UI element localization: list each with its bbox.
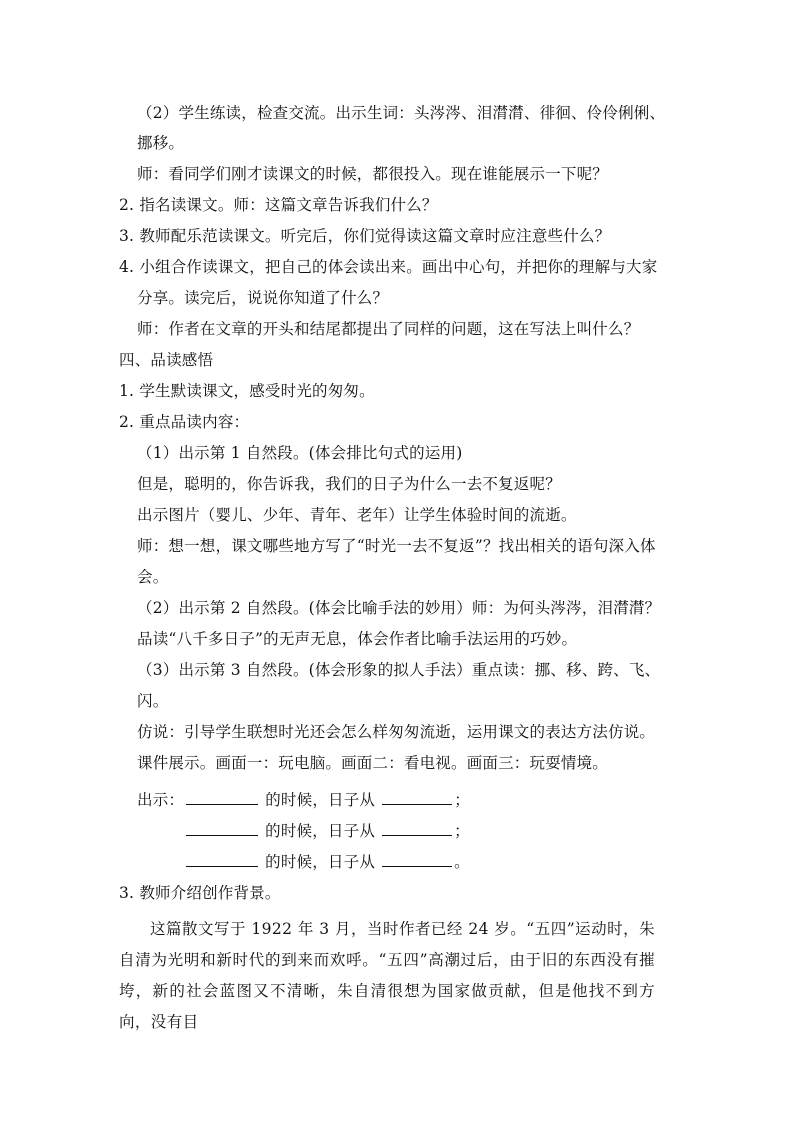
fill-in-blank[interactable] [186,790,258,805]
line-para-2: （2）出示第 2 自然段。(体会比喻手法的妙用）师：为何头涔涔，泪潸潸？ [137,599,661,617]
fill-in-blank[interactable] [382,852,452,867]
line-para-1: （1）出示第 1 自然段。(体会排比句式的运用) [137,444,463,462]
line-step-4-cont: 分享。读完后，说说你知道了什么？ [137,289,389,307]
line-step-background: 3. 教师介绍创作背景。 [119,884,281,902]
line-teacher-3-cont: 会。 [137,568,169,586]
line-courseware: 课件展示。画面一：玩电脑。画面二：看电视。画面三：玩耍情境。 [137,754,609,772]
line-read-1: 1. 学生默读课文，感受时光的匆匆。 [119,382,375,400]
fill-in-prefix: 出示： [137,791,185,809]
fill-in-row-3 [184,852,470,872]
line-step-4: 4. 小组合作读课文，把自己的体会读出来。画出中心句，并把你的理解与大家 [119,258,658,276]
fill-in-end: 。 [454,853,470,871]
fill-in-end: ； [454,791,470,809]
fill-in-row-1 [137,790,470,810]
line-quote: 但是，聪明的，你告诉我，我们的日子为什么一去不复返呢？ [137,475,561,493]
line-pictures: 出示图片（婴儿、少年、青年、老年）让学生体验时间的流逝。 [137,506,577,524]
line-imitate: 仿说：引导学生联想时光还会怎么样匆匆流逝，运用课文的表达方法仿说。 [137,723,656,741]
fill-in-row-2 [184,821,470,841]
line-read-2: 2. 重点品读内容： [119,413,250,431]
line-vocab-cont: 挪移。 [137,134,185,152]
line-teacher-2: 师：作者在文章的开头和结尾都提出了同样的问题，这在写法上叫什么？ [137,320,640,338]
line-para-2-read: 品读“八千多日子”的无声无息，体会作者比喻手法运用的巧妙。 [137,630,578,648]
line-para-3: （3）出示第 3 自然段。(体会形象的拟人手法）重点读：挪、移、跨、飞、 [137,661,661,679]
fill-in-blank[interactable] [382,821,452,836]
line-step-3: 3. 教师配乐范读课文。听完后，你们觉得读这篇文章时应注意些什么？ [119,227,611,245]
fill-in-mid: 的时候，日子从 [260,822,381,840]
line-teacher-1: 师：看同学们刚才读课文的时候，都很投入。现在谁能展示一下呢？ [137,165,609,183]
section-heading: 四、品读感悟 [119,351,214,369]
line-para-3-cont: 闪。 [137,692,169,710]
fill-in-blank[interactable] [186,821,258,836]
line-vocab: （2）学生练读，检查交流。出示生词：头涔涔、泪潸潸、徘徊、伶伶俐俐、 [137,104,666,122]
fill-in-mid: 的时候，日子从 [260,791,381,809]
background-paragraph: 这篇散文写于 1922 年 3 月，当时作者已经 24 岁。“五四”运动时，朱自清为光明和新时代的到来而欢呼。“五四”高潮过后，由于旧的东西没有摧垮，新的社会蓝图又不清晰，朱自清很想为国家做贡献，但是他找不到方向，没有目 [119,920,655,1031]
fill-in-mid: 的时候，日子从 [260,853,381,871]
fill-in-end: ； [454,822,470,840]
fill-in-blank[interactable] [186,852,258,867]
fill-in-blank[interactable] [382,790,452,805]
line-teacher-3: 师：想一想，课文哪些地方写了“时光一去不复返”？找出相关的语句深入体 [137,537,656,555]
line-step-2: 2. 指名读课文。师：这篇文章告诉我们什么？ [119,196,438,214]
